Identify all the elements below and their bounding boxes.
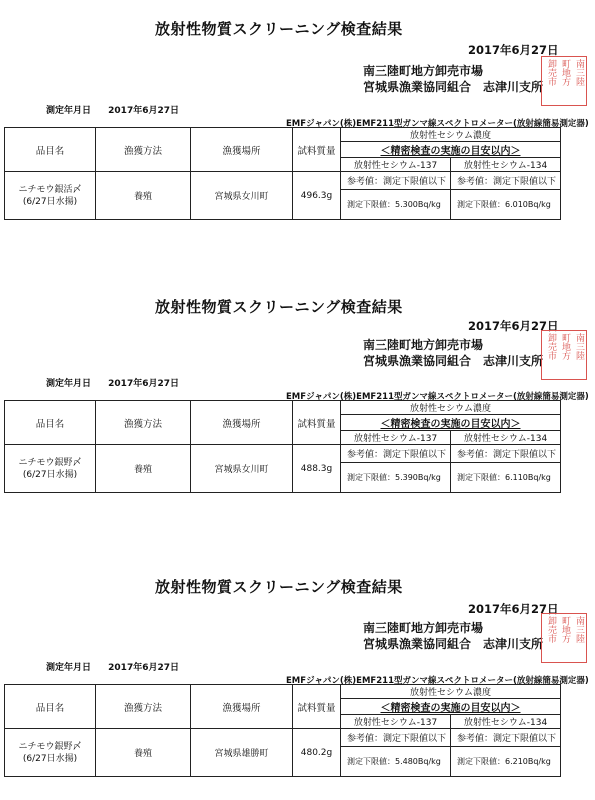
header-weight: 試料質量 [293,685,341,729]
header-place: 漁獲場所 [191,401,293,445]
result-table [4,684,561,777]
header-place: 漁獲場所 [191,128,293,172]
cell-place: 宮城県女川町 [191,172,293,220]
cooperative-name: 宮城県漁業協同組合 志津川支所 [363,80,544,94]
report-title: 放射性物質スクリーニング検査結果 [155,20,403,38]
cell-weight: 488.3g [293,445,341,493]
header-cesium: 放射性セシウム濃度 [341,128,561,142]
measurement-date-value: 2017年6月27日 [108,379,179,389]
report-date: 2017年6月27日 [468,319,559,333]
measurement-date-line [46,660,179,673]
header-cs137: 放射性セシウム-137 [341,158,451,172]
header-place: 漁獲場所 [191,685,293,729]
header-cs134: 放射性セシウム-134 [451,158,561,172]
item-name: ニチモウ銀活〆 [18,184,82,195]
cell-ref-134: 参考値：測定下限値以下 [451,729,561,747]
result-table [4,400,561,493]
cell-item [5,445,96,493]
cell-limit-137: 測定下限値：5.390Bq/kg [341,463,451,493]
device-name: EMFジャパン(株)EMF211型ガンマ線スペクトロメーター(放射線簡易測定器) [286,392,589,402]
measurement-date-value: 2017年6月27日 [108,106,179,116]
cell-limit-137: 測定下限値：5.480Bq/kg [341,747,451,777]
cell-place: 宮城県雄勝町 [191,729,293,777]
measurement-date-line [46,376,179,389]
official-seal: 南三陸 町地方 卸売市 [541,613,587,663]
cell-ref-134: 参考値：測定下限値以下 [451,445,561,463]
item-name: ニチモウ銀野〆 [18,457,82,468]
cell-limit-137: 測定下限値：5.300Bq/kg [341,190,451,220]
cell-ref-134: 参考値：測定下限値以下 [451,172,561,190]
report-3 [0,555,595,800]
header-guide: ＜精密検査の実施の目安以内＞ [341,415,561,431]
header-method: 漁獲方法 [96,401,191,445]
header-weight: 試料質量 [293,128,341,172]
cell-limit-134: 測定下限値：6.110Bq/kg [451,463,561,493]
header-weight: 試料質量 [293,401,341,445]
cell-limit-134: 測定下限値：6.010Bq/kg [451,190,561,220]
official-seal: 南三陸 町地方 卸売市 [541,330,587,380]
market-name: 南三陸町地方卸売市場 [363,64,484,78]
cooperative-name: 宮城県漁業協同組合 志津川支所 [363,637,544,651]
header-cs137: 放射性セシウム-137 [341,431,451,445]
item-landing: (6/27日水揚) [22,196,78,207]
header-cs137: 放射性セシウム-137 [341,715,451,729]
report-date: 2017年6月27日 [468,602,559,616]
cell-ref-137: 参考値：測定下限値以下 [341,729,451,747]
report-date: 2017年6月27日 [468,43,559,57]
report-2 [0,278,595,538]
item-name: ニチモウ銀野〆 [18,741,82,752]
item-landing: (6/27日水揚) [22,469,78,480]
market-name: 南三陸町地方卸売市場 [363,338,484,352]
cell-weight: 480.2g [293,729,341,777]
header-method: 漁獲方法 [96,128,191,172]
header-guide: ＜精密検査の実施の目安以内＞ [341,142,561,158]
measurement-date-line [46,103,179,116]
item-landing: (6/27日水揚) [22,753,78,764]
header-item: 品目名 [5,401,96,445]
measurement-date-value: 2017年6月27日 [108,663,179,673]
header-cs134: 放射性セシウム-134 [451,431,561,445]
header-cesium: 放射性セシウム濃度 [341,401,561,415]
measurement-date-label: 測定年月日 [46,106,92,116]
measurement-date-label: 測定年月日 [46,663,92,673]
report-title: 放射性物質スクリーニング検査結果 [155,578,403,596]
header-method: 漁獲方法 [96,685,191,729]
report-1 [0,0,595,260]
cell-method: 養殖 [96,729,191,777]
market-name: 南三陸町地方卸売市場 [363,621,484,635]
report-title: 放射性物質スクリーニング検査結果 [155,298,403,316]
device-name: EMFジャパン(株)EMF211型ガンマ線スペクトロメーター(放射線簡易測定器) [286,119,589,129]
cell-ref-137: 参考値：測定下限値以下 [341,172,451,190]
header-cesium: 放射性セシウム濃度 [341,685,561,699]
measurement-date-label: 測定年月日 [46,379,92,389]
cell-method: 養殖 [96,445,191,493]
header-guide: ＜精密検査の実施の目安以内＞ [341,699,561,715]
cell-item [5,172,96,220]
cell-weight: 496.3g [293,172,341,220]
cooperative-name: 宮城県漁業協同組合 志津川支所 [363,354,544,368]
cell-item [5,729,96,777]
header-cs134: 放射性セシウム-134 [451,715,561,729]
result-table [4,127,561,220]
device-name: EMFジャパン(株)EMF211型ガンマ線スペクトロメーター(放射線簡易測定器) [286,676,589,686]
cell-limit-134: 測定下限値：6.210Bq/kg [451,747,561,777]
header-item: 品目名 [5,685,96,729]
header-item: 品目名 [5,128,96,172]
cell-ref-137: 参考値：測定下限値以下 [341,445,451,463]
cell-method: 養殖 [96,172,191,220]
cell-place: 宮城県女川町 [191,445,293,493]
official-seal: 南三陸 町地方 卸売市 [541,56,587,106]
